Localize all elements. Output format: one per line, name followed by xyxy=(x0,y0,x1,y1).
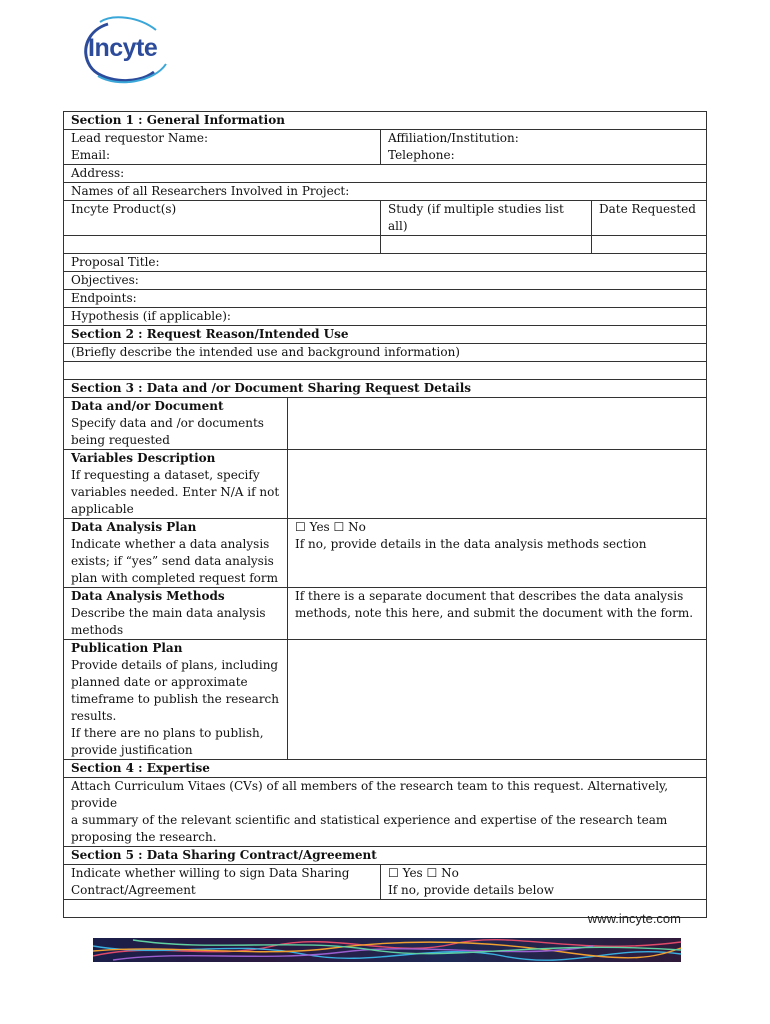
date-requested-input[interactable] xyxy=(591,236,706,253)
variables-line: applicable xyxy=(71,502,134,516)
date-requested-label: Date Requested xyxy=(591,201,706,235)
researchers-field[interactable]: Names of all Researchers Involved in Project: xyxy=(71,184,350,198)
data-doc-row xyxy=(63,398,707,450)
analysis-plan-line: plan with completed request form xyxy=(71,571,278,585)
data-doc-line: being requested xyxy=(71,433,170,447)
publication-plan-label xyxy=(64,640,287,759)
variables-row xyxy=(63,450,707,519)
proposal-title-row xyxy=(63,254,707,272)
telephone-field[interactable]: Telephone: xyxy=(380,147,706,164)
variables-label xyxy=(64,450,287,518)
email-field[interactable]: Email: xyxy=(71,148,111,162)
endpoints-row xyxy=(63,290,707,308)
analysis-methods-row xyxy=(63,588,707,640)
lead-requestor-field[interactable]: Lead requestor Name: xyxy=(71,131,209,145)
decorative-banner xyxy=(93,938,681,962)
section4-line: Attach Curriculum Vitaes (CVs) of all members of the research team to this request. Alternatively, provide xyxy=(71,779,669,810)
section4-heading: Section 4 : Expertise xyxy=(71,761,210,775)
researchers-row xyxy=(63,183,707,201)
analysis-methods-note: If there is a separate document that describes the data analysis xyxy=(295,589,684,603)
analysis-methods-note: methods, note this here, and submit the document with the form. xyxy=(295,606,694,620)
address-field[interactable]: Address: xyxy=(71,166,125,180)
intended-use-input[interactable] xyxy=(64,362,706,379)
lead-row xyxy=(63,130,707,147)
analysis-methods-label xyxy=(64,588,287,639)
section2-header-row xyxy=(63,326,707,344)
data-doc-input[interactable] xyxy=(287,398,706,449)
logo-wordmark: Incyte xyxy=(88,34,158,62)
analysis-methods-line: methods xyxy=(71,623,124,637)
agreement-line: Contract/Agreement xyxy=(71,883,196,897)
endpoints-field[interactable]: Endpoints: xyxy=(71,291,137,305)
study-input[interactable] xyxy=(380,236,591,253)
analysis-plan-line: exists; if “yes” send data analysis xyxy=(71,554,274,568)
products-label: Incyte Product(s) xyxy=(71,202,177,216)
agreement-row xyxy=(63,865,707,900)
analysis-methods-title: Data Analysis Methods xyxy=(71,589,225,603)
products-input[interactable] xyxy=(64,236,380,253)
request-form xyxy=(63,111,707,918)
publication-plan-title: Publication Plan xyxy=(71,641,183,655)
hypothesis-row xyxy=(63,308,707,326)
analysis-methods-input[interactable] xyxy=(287,588,706,639)
section5-header-row xyxy=(63,847,707,865)
publication-plan-line: If there are no plans to publish, xyxy=(71,726,264,740)
section1-heading: Section 1 : General Information xyxy=(71,113,285,127)
section3-header-row xyxy=(63,380,707,398)
analysis-plan-if-no: If no, provide details in the data analysis methods section xyxy=(295,537,647,551)
email-row xyxy=(63,147,707,165)
analysis-plan-yes-no-checkboxes[interactable]: ☐ Yes ☐ No xyxy=(295,520,366,534)
publication-plan-input[interactable] xyxy=(287,640,706,759)
section4-body-row xyxy=(63,778,707,847)
study-label: Study (if multiple studies list all) xyxy=(380,201,591,235)
address-row xyxy=(63,165,707,183)
products-input-row xyxy=(63,236,707,254)
variables-title: Variables Description xyxy=(71,451,216,465)
section4-body xyxy=(64,778,706,846)
analysis-plan-row xyxy=(63,519,707,588)
section2-heading: Section 2 : Request Reason/Intended Use xyxy=(71,327,349,341)
data-doc-line: Specify data and /or documents xyxy=(71,416,264,430)
section4-line: a summary of the relevant scientific and statistical experience and expertise of the research team xyxy=(71,813,668,827)
analysis-methods-line: Describe the main data analysis xyxy=(71,606,266,620)
publication-plan-row xyxy=(63,640,707,760)
agreement-yes-no-checkboxes[interactable]: ☐ Yes ☐ No xyxy=(388,866,459,880)
variables-line: variables needed. Enter N/A if not xyxy=(71,485,280,499)
agreement-line: Indicate whether willing to sign Data Sharing xyxy=(71,866,350,880)
publication-plan-line: provide justification xyxy=(71,743,193,757)
products-header-row xyxy=(63,201,707,236)
analysis-plan-line: Indicate whether a data analysis xyxy=(71,537,270,551)
hypothesis-field[interactable]: Hypothesis (if applicable): xyxy=(71,309,231,323)
agreement-label xyxy=(64,865,380,899)
analysis-plan-label xyxy=(64,519,287,587)
variables-line: If requesting a dataset, specify xyxy=(71,468,260,482)
section3-heading: Section 3 : Data and /or Document Sharing Request Details xyxy=(71,381,472,395)
section2-input-row xyxy=(63,362,707,380)
publication-plan-line: planned date or approximate xyxy=(71,675,248,689)
objectives-row xyxy=(63,272,707,290)
incyte-logo xyxy=(78,16,174,84)
section1-header-row xyxy=(63,111,707,130)
footer-url: www.incyte.com xyxy=(587,911,681,926)
agreement-if-no: If no, provide details below xyxy=(388,883,554,897)
analysis-plan-input xyxy=(287,519,706,587)
variables-input[interactable] xyxy=(287,450,706,518)
publication-plan-line: results. xyxy=(71,709,117,723)
publication-plan-line: timeframe to publish the research xyxy=(71,692,280,706)
objectives-field[interactable]: Objectives: xyxy=(71,273,139,287)
analysis-plan-title: Data Analysis Plan xyxy=(71,520,197,534)
section2-description-row xyxy=(63,344,707,362)
affiliation-field[interactable]: Affiliation/Institution: xyxy=(380,130,706,147)
section2-description: (Briefly describe the intended use and background information) xyxy=(71,345,460,359)
agreement-input xyxy=(380,865,706,899)
section4-header-row xyxy=(63,760,707,778)
section5-heading: Section 5 : Data Sharing Contract/Agreement xyxy=(71,848,377,862)
publication-plan-line: Provide details of plans, including xyxy=(71,658,279,672)
section4-line: proposing the research. xyxy=(71,830,217,844)
proposal-title-field[interactable]: Proposal Title: xyxy=(71,255,160,269)
data-doc-label xyxy=(64,398,287,449)
data-doc-title: Data and/or Document xyxy=(71,399,224,413)
